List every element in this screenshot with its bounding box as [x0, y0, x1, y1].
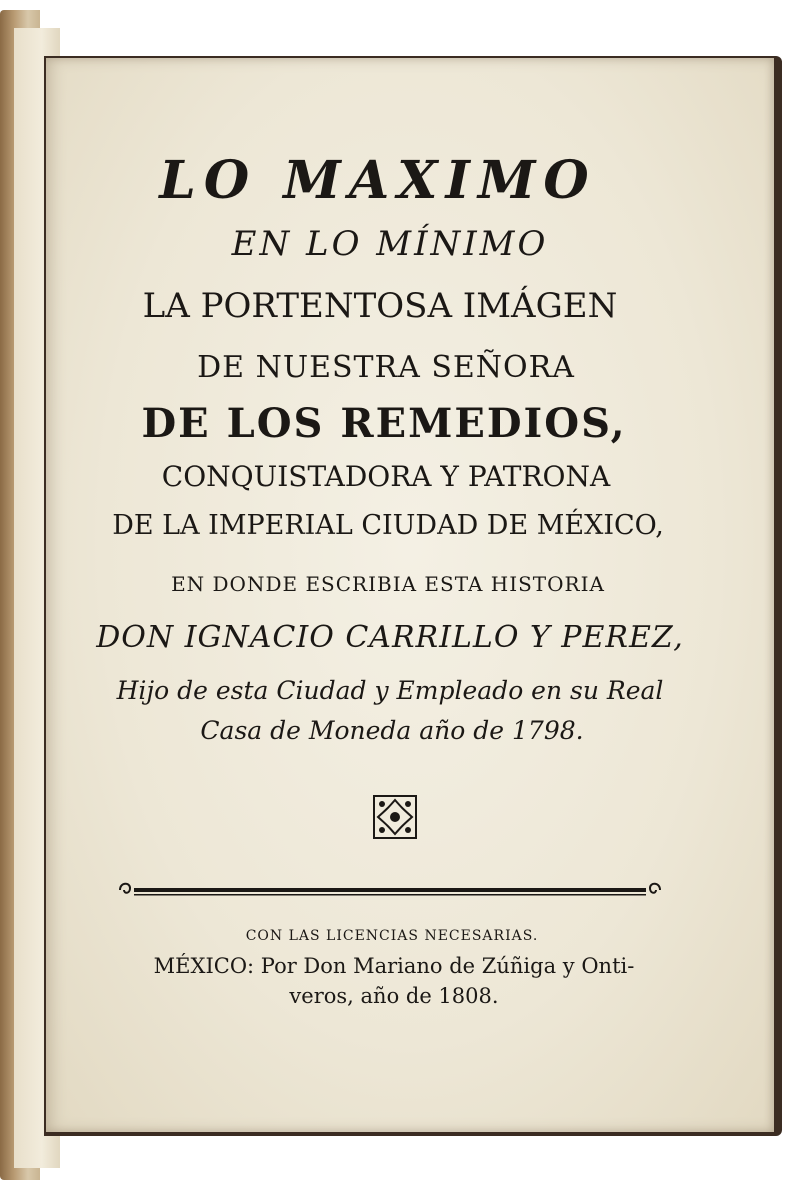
decorative-rule-icon [116, 878, 664, 902]
title-line-6: CONQUISTADORA Y PATRONA [161, 460, 611, 493]
title-line-8: EN DONDE ESCRIBIA ESTA HISTORIA [171, 572, 605, 596]
title-line-2: EN LO MÍNIMO [231, 224, 549, 264]
printer-fleuron-icon [372, 794, 418, 840]
title-line-4: DE NUESTRA SEÑORA [197, 350, 575, 385]
imprint-line-1: MÉXICO: Por Don Mariano de Zúñiga y Onti- [153, 954, 635, 978]
license-line: CON LAS LICENCIAS NECESARIAS. [245, 928, 539, 944]
title-line-3: LA PORTENTOSA IMÁGEN [142, 286, 618, 326]
title-line-7: DE LA IMPERIAL CIUDAD DE MÉXICO, [112, 510, 664, 541]
author-description-1: Hijo de esta Ciudad y Empleado en su Real [116, 676, 664, 705]
author-line: DON IGNACIO CARRILLO Y PEREZ, [96, 620, 684, 655]
imprint-line-2: veros, año de 1808. [289, 984, 499, 1008]
author-description-2: Casa de Moneda año de 1798. [200, 716, 584, 745]
title-line-1: LO MAXIMO [159, 150, 597, 211]
title-line-5: DE LOS REMEDIOS, [141, 400, 627, 447]
